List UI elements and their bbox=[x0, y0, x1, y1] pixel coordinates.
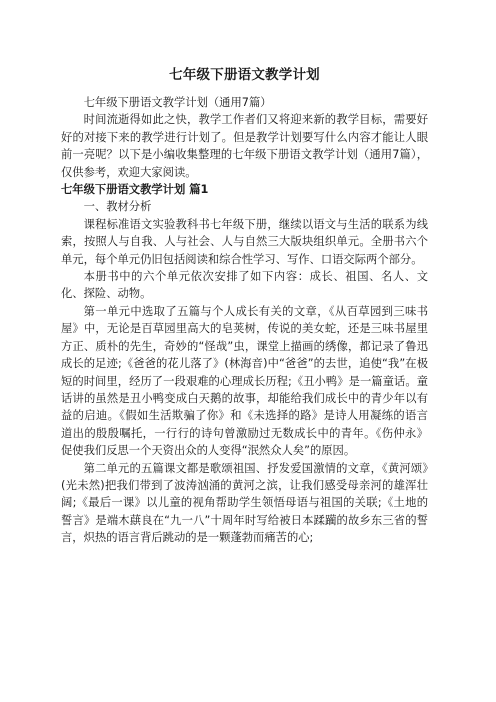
paragraph-textbook-overview: 课程标准语文实验教科书七年级下册，继续以语文与生活的联系为线索，按照人与自我、人与社会、人与自然三大版块组织单元。全册书六个单元，每个单元仍旧包括阅读和综合性学习、写作、口语交际两个部分。 bbox=[61, 217, 428, 266]
document-title: 七年级下册语文教学计划 bbox=[169, 67, 320, 83]
paragraph-intro: 时间流逝得如此之快，教学工作者们又将迎来新的教学目标，需要好好的对接下来的教学进行计划了。但是教学计划要写什么内容才能让人眼前一亮呢？以下是小编收集整理的七年级下册语文教学计划（通用7篇），仅供参考，欢迎大家阅读。 bbox=[61, 113, 428, 179]
paragraph-subtitle: 七年级下册语文教学计划（通用7篇） bbox=[83, 96, 272, 109]
paragraph-unit-two: 第二单元的五篇课文都是歌颂祖国、抒发爱国激情的文章，《黄河颂》(光未然)把我们带到了波涛汹涌的黄河之滨，让我们感受母亲河的雄浑壮阔;《最后一课》以儿童的视角帮助学生领悟母语与祖国的关联;《土地的誓言》是端木蕻良在“九一八”十周年时写给被日本蹂躏的故乡东三省的誓言，炽热的语言背后跳动的是一颗蓬勃而痛苦的心; bbox=[61, 461, 428, 545]
paragraph-unit-topics: 本册书中的六个单元依次安排了如下内容：成长、祖国、名人、文化、探险、动物。 bbox=[61, 270, 428, 301]
subsection-heading: 一、教材分析 bbox=[83, 200, 152, 214]
section-heading: 七年级下册语文教学计划 篇1 bbox=[61, 183, 209, 197]
paragraph-unit-one: 第一单元中选取了五篇与个人成长有关的文章，《从百草园到三味书屋》中，无论是百草园里高大的皂荚树，传说的美女蛇，还是三味书屋里方正、质朴的先生，奇妙的“怪哉”虫，课堂上描画的绣像，都记录了鲁迅成长的足迹;《爸爸的花儿落了》(林海音)中“爸爸”的去世，追使“我”在极短的时间里，经历了一段艰难的心理成长历程;《丑小鸭》是一篇童话。童话讲的虽然是丑小鸭变成白天鹅的故事，却能给我们成长中的青少年以有益的启迪。《假如生活欺骗了你》和《未选择的路》是诗人用凝练的语言道出的殷殷嘱托，一行行的诗句曾激励过无数成长中的青年。《伤仲永》促使我们反思一个天资出众的人变得“泯然众人矣”的原因。 bbox=[61, 304, 428, 458]
